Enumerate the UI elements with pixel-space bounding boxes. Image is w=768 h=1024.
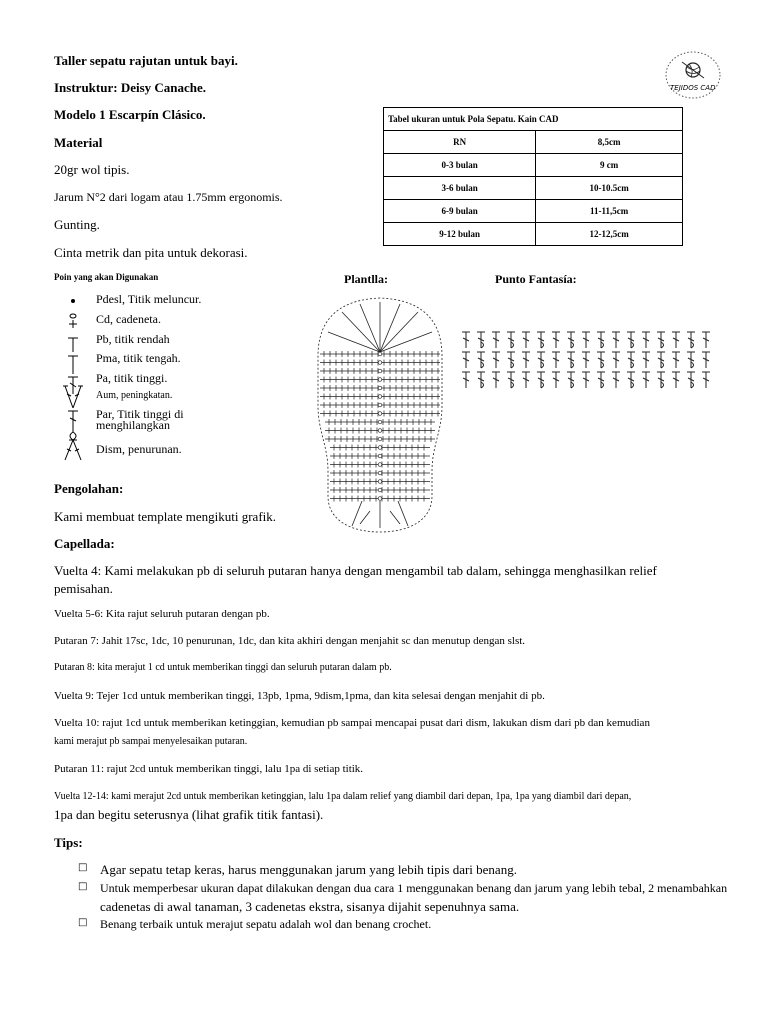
step-line: Putaran 8: kita merajut 1 cd untuk memberikan tinggi dan seluruh putaran dalam pb. xyxy=(54,662,392,673)
size-cell: 3-6 bulan xyxy=(384,177,536,200)
sole-center-chain xyxy=(378,463,382,467)
table-row xyxy=(384,223,683,246)
measure-cell: 11-11,5cm xyxy=(536,200,683,223)
sole-center-chain xyxy=(378,488,382,492)
step-line: Putaran 11: rajut 2cd untuk memberikan tinggi, lalu 1pa di setiap titik. xyxy=(54,763,364,775)
size-table-caption: Tabel ukuran untuk Pola Sepatu. Kain CAD xyxy=(384,108,683,131)
materials-heading: Material xyxy=(54,135,103,150)
document-title: Taller sepatu rajutan untuk bayi. xyxy=(54,53,238,68)
sole-center-chain xyxy=(378,403,382,407)
sole-center-chain xyxy=(378,480,382,484)
bullet-icon: □ xyxy=(78,917,88,928)
sole-center-chain xyxy=(378,378,382,382)
sole-center-chain xyxy=(378,454,382,458)
table-row xyxy=(384,154,683,177)
step-line: Vuelta 4: Kami melakukan pb di seluruh putaran hanya dengan mengambil tab dalam, sehingga menghasilkan relief xyxy=(54,563,657,578)
tip-item: Agar sepatu tetap keras, harus menggunakan jarum yang lebih tipis dari benang. xyxy=(100,862,517,877)
size-cell: 9-12 bulan xyxy=(384,223,536,246)
table-row xyxy=(384,177,683,200)
single-crochet-t-icon xyxy=(68,338,78,352)
stitch-label: Dism, penurunan. xyxy=(96,442,182,456)
fantasy-label: Punto Fantasía: xyxy=(495,272,577,286)
step-line: Vuelta 5-6: Kita rajut seluruh putaran dengan pb. xyxy=(54,608,270,620)
sole-center-chain xyxy=(378,361,382,365)
stitch-label: Pa, titik tinggi. xyxy=(96,371,168,385)
single-crochet-t-icon xyxy=(69,320,77,328)
material-item: Gunting. xyxy=(54,217,100,232)
logo xyxy=(664,50,722,100)
stitch-label: Par, Titik tinggi di menghilangkan xyxy=(96,407,184,432)
chain-oval-icon xyxy=(70,314,76,318)
yarn-ball-icon xyxy=(664,50,722,100)
step-line: pemisahan. xyxy=(54,581,113,596)
sole-center-chain xyxy=(378,386,382,390)
sole-center-chain xyxy=(378,437,382,441)
sole-center-chain xyxy=(378,412,382,416)
sole-center-chain xyxy=(378,429,382,433)
size-cell: 6-9 bulan xyxy=(384,200,536,223)
step-line: Vuelta 9: Tejer 1cd untuk memberikan tinggi, 13pb, 1pma, 9dism,1pma, dan kita selesai dengan menjahit di pb. xyxy=(54,690,545,702)
measure-cell: 12-12,5cm xyxy=(536,223,683,246)
table-row xyxy=(384,200,683,223)
measure-cell: 10-10.5cm xyxy=(536,177,683,200)
fantasy-stitch-diagram xyxy=(458,328,718,394)
bullet-icon: □ xyxy=(78,881,88,892)
size-table xyxy=(383,107,683,246)
slip-stitch-dot-icon xyxy=(71,299,75,303)
step-line: Vuelta 10: rajut 1cd untuk memberikan ketinggian, kemudian pb sampai mencapai pusat dari dism, lakukan dism dari pb dan kemudian xyxy=(54,717,650,729)
bullet-icon: □ xyxy=(78,862,88,873)
stitches-heading: Poin yang akan Digunakan xyxy=(54,272,159,282)
measure-cell: 8,5cm xyxy=(536,131,683,154)
model-line: Modelo 1 Escarpín Clásico. xyxy=(54,107,206,122)
table-row xyxy=(384,131,683,154)
decrease-a-icon xyxy=(65,440,81,460)
sole-center-chain xyxy=(378,471,382,475)
process-intro: Kami membuat template mengikuti grafik. xyxy=(54,509,277,524)
double-crochet-icon xyxy=(68,377,78,394)
stitch-label: Pb, titik rendah xyxy=(96,332,170,346)
sole-center-chain xyxy=(378,497,382,501)
material-item: Cinta metrik dan pita untuk dekorasi. xyxy=(54,245,248,260)
tips-heading: Tips: xyxy=(54,835,83,850)
sole-center-chain xyxy=(378,420,382,424)
stitch-label: Pdesl, Titik meluncur. xyxy=(96,292,202,306)
sole-center-chain xyxy=(378,352,382,356)
stitch-symbols xyxy=(58,290,88,465)
stitch-label: Aum, peningkatan. xyxy=(96,390,173,401)
sole-center-chain xyxy=(378,395,382,399)
size-cell: 0-3 bulan xyxy=(384,154,536,177)
tip-item: Untuk memperbesar ukuran dapat dilakukan dengan dua cara 1 menggunakan benang dan jarum yang lebih tebal, 2 menambahkan xyxy=(100,881,728,895)
step-line: kami merajut pb sampai menyelesaikan putaran. xyxy=(54,736,248,747)
stitch-label: Cd, cadeneta. xyxy=(96,312,161,326)
process-heading: Pengolahan: xyxy=(54,481,124,496)
relief-stitch-icon xyxy=(68,411,78,440)
tip-item: Benang terbaik untuk merajut sepatu adalah wol dan benang crochet. xyxy=(100,917,432,931)
material-item: Jarum N°2 dari logam atau 1.75mm ergonomis. xyxy=(54,190,283,204)
instructor-line: Instruktur: Deisy Canache. xyxy=(54,80,207,95)
half-double-crochet-icon xyxy=(68,356,78,374)
sole-pattern-diagram xyxy=(312,296,448,536)
logo-text: TEJIDOS CAD xyxy=(670,84,716,92)
capellada-heading: Capellada: xyxy=(54,536,115,551)
measure-cell: 9 cm xyxy=(536,154,683,177)
stitch-label: Pma, titik tengah. xyxy=(96,351,181,365)
sole-center-chain xyxy=(378,369,382,373)
size-cell: RN xyxy=(384,131,536,154)
step-line: 1pa dan begitu seterusnya (lihat grafik titik fantasi). xyxy=(54,807,324,822)
plantilla-label: Plantlla: xyxy=(344,272,388,286)
material-item: 20gr wol tipis. xyxy=(54,162,130,177)
tip-item: cadenetas di awal tanaman, 3 cadenetas ekstra, sisanya dijahit sepenuhnya sama. xyxy=(100,899,520,914)
sole-center-chain xyxy=(378,446,382,450)
step-line: Putaran 7: Jahit 17sc, 1dc, 10 penurunan, 1dc, dan kita akhiri dengan menjahit sc dan menutup dengan slst. xyxy=(54,635,526,647)
step-line: Vuelta 12-14: kami merajut 2cd untuk memberikan ketinggian, lalu 1pa dalam relief yang diambil dari depan, 1pa, 1pa yang diambil dari depan, xyxy=(54,791,632,802)
